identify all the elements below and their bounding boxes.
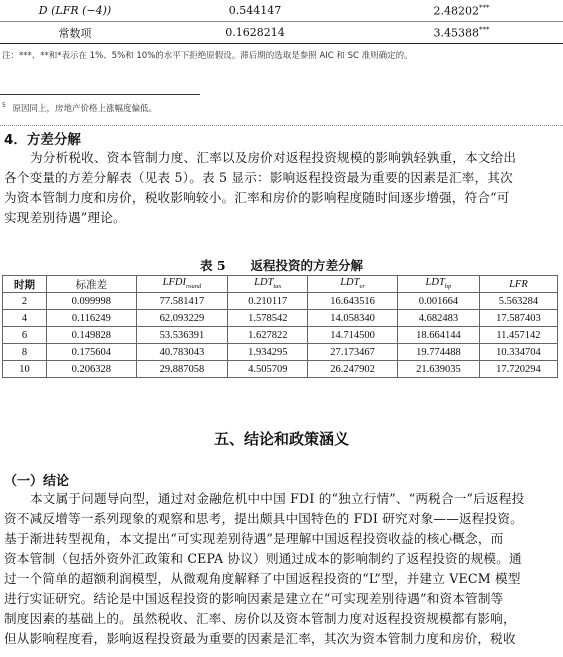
table-row bbox=[3, 293, 558, 310]
row-stat: 3.45388*** bbox=[360, 22, 563, 44]
table-cell: 1.934295 bbox=[228, 344, 308, 361]
text-line: 进行实证研究。结论是中国返程投资的影响因素是建立在“可实现差别待遇”和资本管制等 bbox=[4, 591, 504, 606]
table-row bbox=[0, 22, 563, 44]
text-line: 为资本管制力度和房价，税收影响较小。汇率和房价的影响程度随时间逐步增强，符合“可 bbox=[4, 190, 510, 205]
column-header: 时期 bbox=[3, 276, 47, 293]
regression-table-fragment bbox=[0, 0, 563, 44]
text-line: 过一个简单的超额利润模型，从微观角度解释了中国返程投资的“L”型，并建立 VECM 模型 bbox=[4, 571, 521, 586]
table-cell: 26.247902 bbox=[308, 361, 398, 378]
column-header: $LDT_{tax}$ bbox=[228, 276, 308, 293]
row-value: 0.544147 bbox=[150, 0, 360, 22]
table-cell: 17.587403 bbox=[479, 310, 557, 327]
table-cell: 53.536391 bbox=[136, 327, 228, 344]
row-label: 常数项 bbox=[0, 22, 150, 44]
table-row bbox=[3, 344, 558, 361]
text-line: 但从影响程度看，影响返程投资最为重要的因素是汇率，其次为资本管制力度和房价，税收 bbox=[4, 631, 516, 646]
significance-stars: *** bbox=[479, 3, 490, 12]
table-cell: 11.457142 bbox=[479, 327, 557, 344]
text-line: 资本管制（包括外资外汇政策和 CEPA 协议）则通过成本的影响制约了返程投资的规模。通 bbox=[4, 551, 522, 566]
table-cell: 4.682483 bbox=[397, 310, 479, 327]
table-row bbox=[3, 361, 558, 378]
column-header: 标准差 bbox=[47, 276, 137, 293]
table-cell: 18.664144 bbox=[397, 327, 479, 344]
table-cell: 40.783043 bbox=[136, 344, 228, 361]
table-header-row bbox=[3, 276, 558, 293]
footnote-marker: 5 bbox=[2, 102, 6, 110]
table-cell: 27.173467 bbox=[308, 344, 398, 361]
table-cell: 1.627822 bbox=[228, 327, 308, 344]
table-row bbox=[3, 327, 558, 344]
text-line: 实现差别待遇”理论。 bbox=[4, 210, 126, 225]
table-cell: 1.578542 bbox=[228, 310, 308, 327]
table-cell: 62.093229 bbox=[136, 310, 228, 327]
section-paragraph bbox=[4, 489, 560, 649]
table-cell: 4 bbox=[3, 310, 47, 327]
column-header: $LDT_{hp}$ bbox=[397, 276, 479, 293]
row-value: 0.1628214 bbox=[150, 22, 360, 44]
page-break-line bbox=[0, 125, 563, 126]
row-stat: 2.48202*** bbox=[360, 0, 563, 22]
text-line: 资不减反增等一系列现象的观察和思考，提出颇具中国特色的 FDI 研究对象——返程投资。 bbox=[4, 511, 523, 526]
table-cell: 2 bbox=[3, 293, 47, 310]
table-cell: 0.206328 bbox=[47, 361, 137, 378]
text-line: 本文属于问题导向型，通过对金融危机中中国 FDI 的“独立行情”、“两税合一”后返程投 bbox=[30, 491, 525, 506]
table-row bbox=[0, 0, 563, 22]
table-cell: 6 bbox=[3, 327, 47, 344]
table-cell: 0.210117 bbox=[228, 293, 308, 310]
table-cell: 4.505709 bbox=[228, 361, 308, 378]
table-cell: 10 bbox=[3, 361, 47, 378]
table-row bbox=[3, 310, 558, 327]
table-cell: 8 bbox=[3, 344, 47, 361]
table-cell: 10.334704 bbox=[479, 344, 557, 361]
footnote bbox=[2, 102, 157, 114]
table-cell: 0.001664 bbox=[397, 293, 479, 310]
variance-decomposition-table bbox=[2, 275, 558, 378]
row-label: D (LFR (−4)) bbox=[0, 0, 150, 22]
table-cell: 17.720294 bbox=[479, 361, 557, 378]
chapter-heading: 五、结论和政策涵义 bbox=[213, 430, 349, 448]
section-heading: 4．方差分解 bbox=[4, 132, 81, 148]
text-line: 制度因素的基础上的。虽然税收、汇率、房价以及资本管制力度对返程投资规模都有影响， bbox=[4, 611, 516, 626]
table-cell: 77.581417 bbox=[136, 293, 228, 310]
table-cell: 29.887058 bbox=[136, 361, 228, 378]
text-line: 为分析税收、资本管制力度、汇率以及房价对返程投资规模的影响孰轻孰重，本文给出 bbox=[30, 150, 517, 165]
significance-stars: *** bbox=[479, 25, 490, 34]
text-line: 各个变量的方差分解表（见表 5）。表 5 显示：影响返程投资最为重要的因素是汇率，其次 bbox=[4, 170, 513, 185]
table-cell: 0.099998 bbox=[47, 293, 137, 310]
footnote-text: 原因同上，房地产价格上涨幅度偏低。 bbox=[12, 104, 158, 114]
table-cell: 0.175604 bbox=[47, 344, 137, 361]
table-cell: 5.563284 bbox=[479, 293, 557, 310]
table-cell: 14.058340 bbox=[308, 310, 398, 327]
column-header: $LFDI_{round}$ bbox=[136, 276, 228, 293]
table-cell: 19.774488 bbox=[397, 344, 479, 361]
table-cell: 0.149828 bbox=[47, 327, 137, 344]
section-paragraph bbox=[4, 148, 560, 228]
column-header: LFR bbox=[479, 276, 557, 293]
table-caption: 表 5 返程投资的方差分解 bbox=[199, 258, 364, 273]
table-cell: 21.639035 bbox=[397, 361, 479, 378]
table-cell: 0.116249 bbox=[47, 310, 137, 327]
footnote-divider bbox=[0, 94, 200, 95]
table-cell: 14.714500 bbox=[308, 327, 398, 344]
table-note: 注：***、**和*表示在 1%、5%和 10%的水平下拒绝原假设。滞后期的选取是参照 AIC 和 SC 准则确定的。 bbox=[2, 51, 413, 61]
sub-heading: （一）结论 bbox=[4, 474, 70, 489]
table-cell: 16.643516 bbox=[308, 293, 398, 310]
text-line: 基于渐进转型视角，本文提出“可实现差别待遇”是理解中国返程投资收益的核心概念，而 bbox=[4, 531, 504, 546]
column-header: $LDT_{er}$ bbox=[308, 276, 398, 293]
